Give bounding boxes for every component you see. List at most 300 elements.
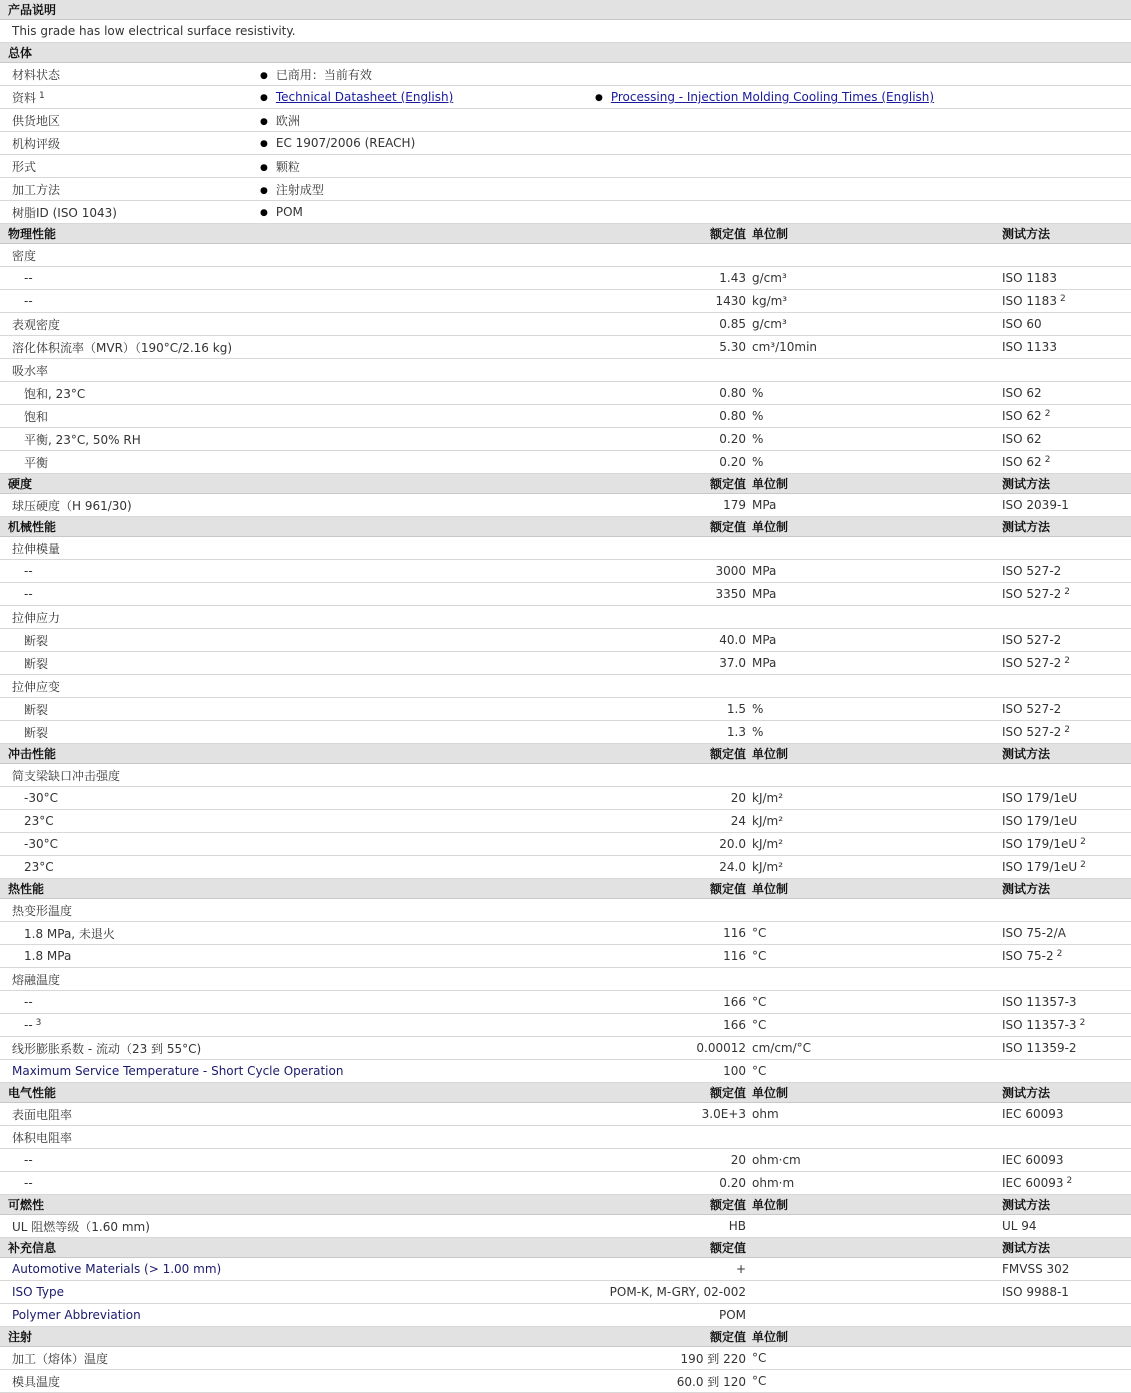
nominal-value: 40.0 (585, 629, 752, 652)
unit-value: MPa (752, 560, 1002, 583)
footnote-ref: 1 (39, 90, 45, 101)
nominal-column-header: 额定值 (585, 1327, 752, 1347)
unit-value (752, 899, 1002, 922)
property-row (0, 313, 1131, 336)
general-row (0, 63, 1131, 86)
property-row (0, 698, 1131, 721)
general-value (250, 86, 585, 109)
section-header-description (0, 0, 1131, 20)
test-method: ISO 527-2 (1002, 560, 1131, 583)
property-label: -- $^3$ (0, 1014, 585, 1037)
unit-value (752, 359, 1002, 382)
section-title: 产品说明 (0, 0, 1131, 20)
method-column-header: 测试方法 (1002, 474, 1131, 494)
nominal-value: 0.20 (585, 1172, 752, 1195)
property-row (0, 1149, 1131, 1172)
nominal-value (585, 675, 752, 698)
property-label: Automotive Materials (> 1.00 mm) (0, 1258, 585, 1281)
footnote-ref: 3 (35, 1018, 42, 1028)
unit-value: °C (752, 1347, 1002, 1370)
footnote-ref: 2 (1080, 837, 1086, 847)
general-label: 供货地区 (0, 109, 250, 132)
test-method (1002, 1060, 1131, 1083)
section-header (0, 1195, 1131, 1215)
property-label: 断裂 (0, 698, 585, 721)
method-column-header: 测试方法 (1002, 517, 1131, 537)
test-method (1002, 606, 1131, 629)
footnote-ref: 2 (1064, 587, 1071, 597)
property-row (0, 1370, 1131, 1393)
property-row (0, 856, 1131, 879)
nominal-column-header: 额定值 (585, 224, 752, 244)
unit-column-header: 单位制 (752, 224, 1002, 244)
unit-value (752, 244, 1002, 267)
property-label: 1.8 MPa (0, 945, 585, 968)
nominal-column-header: 额定值 (585, 1195, 752, 1215)
property-label: -- (0, 560, 585, 583)
property-row (0, 451, 1131, 474)
nominal-value: 0.00012 (585, 1037, 752, 1060)
method-column-header (1002, 1327, 1131, 1347)
property-label: 密度 (0, 244, 585, 267)
unit-column-header: 单位制 (752, 474, 1002, 494)
test-method: ISO 179/1eU $^2$ (1002, 856, 1131, 879)
unit-value: % (752, 382, 1002, 405)
property-label: -- (0, 991, 585, 1014)
test-method (1002, 1370, 1131, 1393)
property-label: 热变形温度 (0, 899, 585, 922)
nominal-value: POM (585, 1304, 752, 1327)
nominal-value: POM-K, M-GRY, 02-002 (585, 1281, 752, 1304)
unit-value: °C (752, 1060, 1002, 1083)
nominal-value (585, 899, 752, 922)
footnote-ref: 2 (1064, 725, 1071, 735)
test-method: FMVSS 302 (1002, 1258, 1131, 1281)
unit-column-header: 单位制 (752, 1327, 1002, 1347)
nominal-value (585, 764, 752, 787)
property-label: 加工（熔体）温度 (0, 1347, 585, 1370)
test-method (1002, 244, 1131, 267)
property-row (0, 494, 1131, 517)
test-method: ISO 179/1eU (1002, 787, 1131, 810)
property-row (0, 652, 1131, 675)
property-label: 1.8 MPa, 未退火 (0, 922, 585, 945)
method-column-header: 测试方法 (1002, 744, 1131, 764)
section-header (0, 517, 1131, 537)
test-method: UL 94 (1002, 1215, 1131, 1238)
property-row (0, 1172, 1131, 1195)
test-method (1002, 764, 1131, 787)
property-group-row (0, 537, 1131, 560)
section-title: 热性能 (0, 879, 585, 899)
unit-value (752, 764, 1002, 787)
method-column-header: 测试方法 (1002, 1083, 1131, 1103)
test-method (1002, 1347, 1131, 1370)
bullet-item: ● 欧洲 (260, 114, 300, 128)
section-title: 可燃性 (0, 1195, 585, 1215)
nominal-value: 1.3 (585, 721, 752, 744)
nominal-value: 190 到 220 (585, 1347, 752, 1370)
nominal-value (585, 244, 752, 267)
property-row (0, 290, 1131, 313)
nominal-column-header: 额定值 (585, 517, 752, 537)
test-method: ISO 179/1eU $^2$ (1002, 833, 1131, 856)
property-label: Polymer Abbreviation (0, 1304, 585, 1327)
section-title: 注射 (0, 1327, 585, 1347)
unit-column-header: 单位制 (752, 879, 1002, 899)
property-label: 饱和, 23°C (0, 382, 585, 405)
property-row (0, 405, 1131, 428)
property-row (0, 1347, 1131, 1370)
nominal-column-header: 额定值 (585, 1238, 752, 1258)
nominal-value: 0.20 (585, 428, 752, 451)
test-method: ISO 9988-1 (1002, 1281, 1131, 1304)
nominal-value: 24 (585, 810, 752, 833)
property-label: 模具温度 (0, 1370, 585, 1393)
nominal-value: 0.20 (585, 451, 752, 474)
general-value (250, 155, 1131, 178)
property-row (0, 560, 1131, 583)
bullet-item: ● 已商用：当前有效 (260, 68, 372, 82)
test-method: ISO 1183 (1002, 267, 1131, 290)
test-method (1002, 968, 1131, 991)
property-row (0, 583, 1131, 606)
unit-column-header (752, 1238, 1002, 1258)
general-value (250, 201, 1131, 224)
property-row (0, 1014, 1131, 1037)
property-label: -- (0, 267, 585, 290)
nominal-value (585, 359, 752, 382)
unit-value: °C (752, 991, 1002, 1014)
footnote-ref: 2 (1079, 1018, 1086, 1028)
test-method (1002, 899, 1131, 922)
property-group-row (0, 359, 1131, 382)
nominal-value: 179 (585, 494, 752, 517)
test-method: ISO 60 (1002, 313, 1131, 336)
test-method: ISO 179/1eU (1002, 810, 1131, 833)
unit-value: °C (752, 1014, 1002, 1037)
property-row (0, 991, 1131, 1014)
property-label: 线形膨胀系数 - 流动（23 到 55°C) (0, 1037, 585, 1060)
section-header (0, 224, 1131, 244)
property-group-row (0, 968, 1131, 991)
property-label: 平衡, 23°C, 50% RH (0, 428, 585, 451)
nominal-value: 166 (585, 1014, 752, 1037)
unit-value: ohm·cm (752, 1149, 1002, 1172)
unit-value: cm/cm/°C (752, 1037, 1002, 1060)
general-value (250, 132, 1131, 155)
property-label: 吸水率 (0, 359, 585, 382)
unit-value: % (752, 698, 1002, 721)
nominal-value: 0.85 (585, 313, 752, 336)
unit-value: % (752, 451, 1002, 474)
property-label: 拉伸应力 (0, 606, 585, 629)
footnote-ref: 2 (1080, 860, 1086, 870)
test-method: ISO 527-2 (1002, 698, 1131, 721)
unit-value: kJ/m² (752, 856, 1002, 879)
unit-value: MPa (752, 652, 1002, 675)
property-row (0, 267, 1131, 290)
property-label: 简支梁缺口冲击强度 (0, 764, 585, 787)
property-label: -- (0, 583, 585, 606)
unit-value (752, 675, 1002, 698)
property-row (0, 428, 1131, 451)
property-row (0, 336, 1131, 359)
footnote-ref: 2 (1044, 409, 1051, 419)
nominal-column-header: 额定值 (585, 474, 752, 494)
property-row (0, 1304, 1131, 1327)
method-column-header: 测试方法 (1002, 224, 1131, 244)
unit-value: g/cm³ (752, 313, 1002, 336)
general-row (0, 132, 1131, 155)
property-group-row (0, 1126, 1131, 1149)
property-label: 平衡 (0, 451, 585, 474)
test-method: IEC 60093 (1002, 1149, 1131, 1172)
section-title: 硬度 (0, 474, 585, 494)
nominal-value: 1.5 (585, 698, 752, 721)
section-title: 物理性能 (0, 224, 585, 244)
test-method (1002, 1304, 1131, 1327)
section-title: 冲击性能 (0, 744, 585, 764)
property-label: ISO Type (0, 1281, 585, 1304)
property-label: Maximum Service Temperature - Short Cycle Operation (0, 1060, 585, 1083)
property-row (0, 1258, 1131, 1281)
unit-value (752, 1281, 1002, 1304)
bullet-item: ● 颗粒 (260, 160, 300, 174)
nominal-value: 0.80 (585, 405, 752, 428)
test-method: ISO 62 $^2$ (1002, 405, 1131, 428)
nominal-value: HB (585, 1215, 752, 1238)
footnote-ref: 2 (1064, 656, 1071, 666)
test-method (1002, 675, 1131, 698)
general-row (0, 155, 1131, 178)
unit-value: °C (752, 945, 1002, 968)
bullet-item: ● EC 1907/2006 (REACH) (260, 136, 415, 150)
property-label: 断裂 (0, 652, 585, 675)
general-row (0, 86, 1131, 109)
general-label: 树脂ID (ISO 1043) (0, 201, 250, 224)
general-label: 形式 (0, 155, 250, 178)
property-label: 表观密度 (0, 313, 585, 336)
method-column-header: 测试方法 (1002, 879, 1131, 899)
unit-column-header: 单位制 (752, 517, 1002, 537)
unit-value: % (752, 721, 1002, 744)
unit-value: MPa (752, 629, 1002, 652)
test-method: ISO 11357-3 (1002, 991, 1131, 1014)
unit-value: kJ/m² (752, 833, 1002, 856)
footnote-ref: 2 (1056, 949, 1063, 959)
property-label: 熔融温度 (0, 968, 585, 991)
property-label: 拉伸应变 (0, 675, 585, 698)
unit-value: ohm (752, 1103, 1002, 1126)
general-label: 加工方法 (0, 178, 250, 201)
general-row (0, 201, 1131, 224)
section-title: 机械性能 (0, 517, 585, 537)
general-value (585, 86, 1131, 109)
unit-column-header: 单位制 (752, 1083, 1002, 1103)
property-label: 断裂 (0, 629, 585, 652)
unit-value: % (752, 428, 1002, 451)
nominal-value (585, 606, 752, 629)
test-method: ISO 62 (1002, 428, 1131, 451)
test-method: ISO 11359-2 (1002, 1037, 1131, 1060)
nominal-value: 116 (585, 922, 752, 945)
footnote-ref: 2 (1066, 1176, 1073, 1186)
property-group-row (0, 764, 1131, 787)
test-method: ISO 62 $^2$ (1002, 451, 1131, 474)
processing-link[interactable]: Processing - Injection Molding Cooling Times (English) (610, 90, 935, 104)
section-header (0, 744, 1131, 764)
unit-value: MPa (752, 583, 1002, 606)
description-text: This grade has low electrical surface resistivity. (0, 20, 1131, 43)
property-label: 饱和 (0, 405, 585, 428)
nominal-column-header: 额定值 (585, 879, 752, 899)
unit-value: kJ/m² (752, 810, 1002, 833)
test-method (1002, 1126, 1131, 1149)
footnote-ref: 2 (1044, 455, 1051, 465)
test-method: ISO 75-2/A (1002, 922, 1131, 945)
nominal-value: 3.0E+3 (585, 1103, 752, 1126)
nominal-value: 60.0 到 120 (585, 1370, 752, 1393)
nominal-value: 20.0 (585, 833, 752, 856)
unit-value (752, 537, 1002, 560)
general-value (250, 63, 1131, 86)
property-row (0, 833, 1131, 856)
property-label: UL 阻燃等级（1.60 mm) (0, 1215, 585, 1238)
nominal-value: 20 (585, 1149, 752, 1172)
property-row (0, 721, 1131, 744)
test-method: ISO 2039-1 (1002, 494, 1131, 517)
test-method: ISO 527-2 (1002, 629, 1131, 652)
unit-value (752, 968, 1002, 991)
property-row (0, 629, 1131, 652)
nominal-value: 24.0 (585, 856, 752, 879)
property-row (0, 382, 1131, 405)
test-method: ISO 527-2 $^2$ (1002, 721, 1131, 744)
section-header (0, 1083, 1131, 1103)
property-label: 溶化体积流率（MVR）（190°C/2.16 kg) (0, 336, 585, 359)
property-label: -- (0, 1172, 585, 1195)
method-column-header: 测试方法 (1002, 1195, 1131, 1215)
test-method (1002, 359, 1131, 382)
unit-value (752, 606, 1002, 629)
section-header (0, 879, 1131, 899)
test-method: ISO 527-2 $^2$ (1002, 583, 1131, 606)
unit-value: g/cm³ (752, 267, 1002, 290)
property-row (0, 1103, 1131, 1126)
general-row (0, 178, 1131, 201)
nominal-value: 100 (585, 1060, 752, 1083)
property-label: 体积电阻率 (0, 1126, 585, 1149)
bullet-item (595, 90, 934, 104)
property-label: 表面电阻率 (0, 1103, 585, 1126)
nominal-value: 166 (585, 991, 752, 1014)
property-row (0, 787, 1131, 810)
unit-value: °C (752, 922, 1002, 945)
test-method: ISO 62 (1002, 382, 1131, 405)
footnote-ref: 2 (1059, 294, 1066, 304)
bullet-item (260, 90, 453, 104)
section-header (0, 1327, 1131, 1347)
nominal-value: 37.0 (585, 652, 752, 675)
unit-value: kg/m³ (752, 290, 1002, 313)
section-title: 总体 (0, 43, 1131, 63)
nominal-value: 116 (585, 945, 752, 968)
property-row (0, 1215, 1131, 1238)
general-label: 材料状态 (0, 63, 250, 86)
test-method: ISO 527-2 $^2$ (1002, 652, 1131, 675)
property-row (0, 1060, 1131, 1083)
unit-value: ohm·m (752, 1172, 1002, 1195)
section-header (0, 1238, 1131, 1258)
nominal-value (585, 968, 752, 991)
property-label: -- (0, 290, 585, 313)
nominal-value: 20 (585, 787, 752, 810)
bullet-item: ● 注射成型 (260, 183, 324, 197)
property-row (0, 922, 1131, 945)
test-method: IEC 60093 $^2$ (1002, 1172, 1131, 1195)
unit-value (752, 1258, 1002, 1281)
property-group-row (0, 244, 1131, 267)
unit-value: % (752, 405, 1002, 428)
general-label: 机构评级 (0, 132, 250, 155)
test-method (1002, 537, 1131, 560)
nominal-value (585, 1126, 752, 1149)
datasheet-link[interactable]: Technical Datasheet (English) (275, 90, 454, 104)
unit-column-header: 单位制 (752, 744, 1002, 764)
general-label: 资料 $^1$ (0, 86, 250, 109)
section-header-general (0, 43, 1131, 63)
property-label: 拉伸模量 (0, 537, 585, 560)
property-row (0, 810, 1131, 833)
section-title: 电气性能 (0, 1083, 585, 1103)
unit-value: cm³/10min (752, 336, 1002, 359)
property-label: 23°C (0, 810, 585, 833)
nominal-value: 1.43 (585, 267, 752, 290)
nominal-value: 3350 (585, 583, 752, 606)
property-group-row (0, 606, 1131, 629)
general-value (250, 178, 1131, 201)
nominal-value: + (585, 1258, 752, 1281)
property-group-row (0, 899, 1131, 922)
property-label: 断裂 (0, 721, 585, 744)
bullet-item: ● POM (260, 205, 303, 219)
unit-value: °C (752, 1370, 1002, 1393)
unit-value (752, 1126, 1002, 1149)
section-title: 补充信息 (0, 1238, 585, 1258)
test-method: ISO 1183 $^2$ (1002, 290, 1131, 313)
unit-value (752, 1215, 1002, 1238)
description-row (0, 20, 1131, 43)
nominal-column-header: 额定值 (585, 744, 752, 764)
property-label: -30°C (0, 833, 585, 856)
property-row (0, 1281, 1131, 1304)
nominal-value: 5.30 (585, 336, 752, 359)
property-label: 23°C (0, 856, 585, 879)
unit-value (752, 1304, 1002, 1327)
nominal-value: 0.80 (585, 382, 752, 405)
unit-value: MPa (752, 494, 1002, 517)
property-row (0, 1037, 1131, 1060)
test-method: ISO 11357-3 $^2$ (1002, 1014, 1131, 1037)
property-label: 球压硬度（H 961/30) (0, 494, 585, 517)
nominal-value: 1430 (585, 290, 752, 313)
section-header (0, 474, 1131, 494)
method-column-header: 测试方法 (1002, 1238, 1131, 1258)
nominal-value (585, 537, 752, 560)
nominal-value: 3000 (585, 560, 752, 583)
property-label: -30°C (0, 787, 585, 810)
